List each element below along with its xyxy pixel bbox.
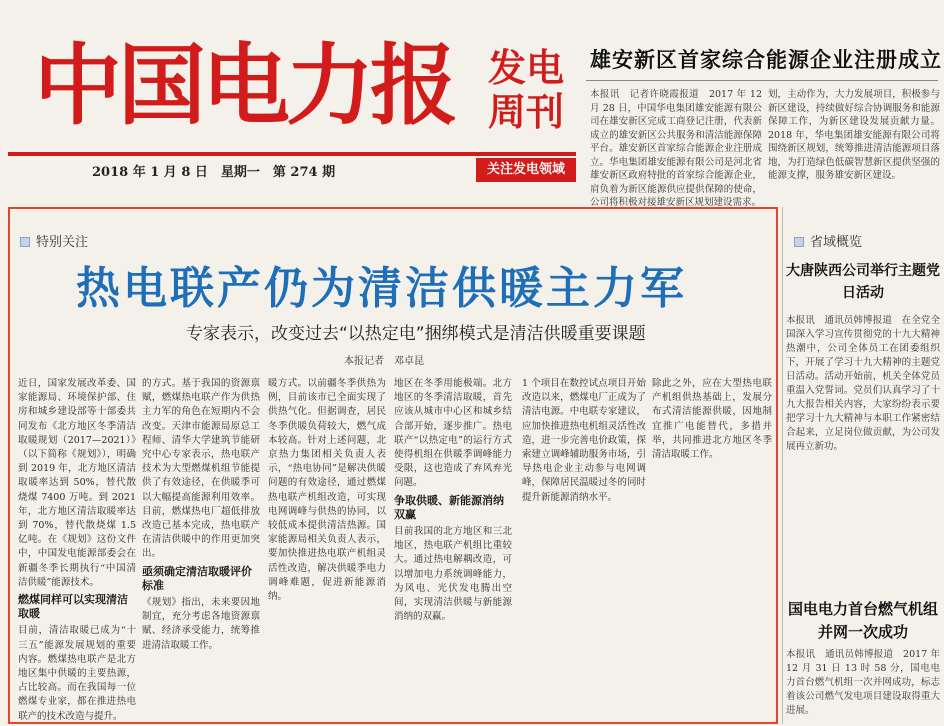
subsection-heading: 亟须确定清洁取暖评价标准 xyxy=(142,564,252,592)
column-text: 目前我国的北方地区和三北地区，热电联产机组比重较大。通过热电解耦改造，可以增加电力系统调峰能力，为风电、光伏发电腾出空间，实现清洁供暖与新能源消纳的双赢。 xyxy=(394,526,512,623)
feature-subheadline: 专家表示，改变过去“以热定电”捆绑模式是清洁供暖重要课题 xyxy=(186,324,646,344)
section-marker-icon xyxy=(20,237,30,247)
column-text: 暖方式。以前疆冬季供热为例，目前该市已全面实现了供热气化。但据调查，居民冬季供暖负荷较大，燃气成本较高。针对上述问题，北京热力集团相关负责人表示，“热电协同”是解决供暖问题的有效途径，通过燃煤热电联产机组改造，可实现电网调峰与供热的协同，以较低成本提供清洁热源。国家能源局相关负责人表示，要加快推进热电联产机组灵活性改造，解决供暖季电力调峰难题，促进新能源消纳。 xyxy=(268,378,386,603)
weekly-line2: 周刊 xyxy=(487,89,564,134)
column-divider xyxy=(782,207,783,724)
column-text: 除此之外，应在大型热电联产机组供热基础上，发展分布式清洁能源供暖，因地制宜推广电能替代，多措并举，共同推进北方地区冬季清洁取暖工作。 xyxy=(652,378,772,461)
weekly-line1: 发电 xyxy=(487,45,564,90)
column-text: 目前，清洁取暖已成为“十三五”能源发展规划的重要内容。燃煤热电联产是北方地区集中供暖的主要热源，占比较高。而在我国每一位燃煤专业家，都在推进热电联产的技术改造与提升。 xyxy=(18,625,136,722)
article-column xyxy=(394,377,512,720)
section-label-special xyxy=(20,231,88,250)
top-story-headline: 雄安新区首家综合能源企业注册成立 xyxy=(590,47,942,72)
side-story-title: 国电电力首台燃气机组并网一次成功 xyxy=(787,600,938,641)
masthead xyxy=(0,0,944,208)
column-text: 1 个项目在数控试点项目开始改造以来，燃煤电厂正成为了清洁电源。中电联专家建议，应加快推进热电机组灵活性改造，进一步完善电价政策，探索建立调峰辅助服务市场，引导热电企业主动参与电网调峰，保障居民温暖过冬的同时提升新能源消纳水平。 xyxy=(522,378,646,503)
side-story-text: 本报讯 通讯员韩博报道 2017 年 12 月 31 日 13 时 58 分，国电电力首台燃气机组一次并网成功，标志着该公司燃气发电项目建设取得重大进展。 xyxy=(786,649,940,716)
right-column xyxy=(786,248,940,724)
side-story-title: 大唐陕西公司举行主题党日活动 xyxy=(786,263,940,301)
subsection-heading: 燃煤同样可以实现清洁取暖 xyxy=(18,593,128,621)
article-column xyxy=(268,377,386,720)
article-column xyxy=(652,377,772,720)
top-story-rule xyxy=(586,80,938,81)
masthead-rule xyxy=(8,152,576,156)
section-label-text: 省域概览 xyxy=(810,235,863,250)
feature-byline: 本报记者 邓卓昆 xyxy=(344,356,424,367)
column-text: 地区在冬季用能极端。北方地区的冬季清洁取暖，首先应该从城市中心区和城乡结合部开始，逐步推广。热电联产“以热定电”的运行方式使得机组在供暖季调峰能力受限，这也造成了弃风弃光问题。 xyxy=(394,378,512,489)
section-marker-icon xyxy=(794,237,804,247)
section-label-text: 特别关注 xyxy=(36,235,89,250)
side-story-text: 本报讯 通讯员韩博报道 在全党全国深入学习宣传贯彻党的十九大精神热潮中，公司全体员工在团委组织下，开展了学习十九大精神的主题党日活动。活动开始前，机关全体党员重温入党誓词。党员们认真学习了十九大报告相关内容，大家纷纷表示要把学习十九大精神与本职工作紧密结合起来，立足岗位做贡献，为公司发展再立新功。 xyxy=(786,315,940,452)
top-story-text: 本报讯 记者许晓霞报道 2017 年 12 月 28 日，中国华电集团雄安能源有限公司在雄安新区完成工商登记注册，代表新成立的雄安新区公共服务和清洁能源保障平台。雄安新区首家综合能源企业注册成立。华电集团雄安能源有限公司是河北省雄安新区政府特批的首家综合能源企业，肩负着为新区能源供应提供保障的使命，公司将积极对接雄安新区规划建设需求。 xyxy=(590,89,762,208)
column-text: 《规划》指出，未来要因地制宜，充分考虑各地资源禀赋、经济承受能力，统筹推进清洁取暖工作。 xyxy=(142,597,260,651)
feature-headline: 热电联产仍为清洁供暖主力军 xyxy=(76,263,687,314)
newspaper-logo: 中国电力报 xyxy=(34,33,455,137)
dateline: 2018 年 1 月 8 日 星期一 第 274 期 xyxy=(92,165,336,180)
top-story-text: 划，主动作为，大力发展项目，积极参与新区建设，持续做好综合协调服务和能源保障工作，为新区建设发展贡献力量。2018 年，华电集团雄安能源有限公司将围绕新区规划，统筹推进清洁能源项目落地，为打造绿色低碳智慧新区提供坚强的能源支撑，服务雄安新区建设。 xyxy=(768,89,940,181)
subsection-heading: 争取供暖、新能源消纳双赢 xyxy=(394,493,504,521)
article-column xyxy=(142,377,260,720)
column-text: 的方式。基于我国的资源禀赋，燃煤热电联产作为供热主力军的角色在短期内不会改变。天津市能源局原总工程师、清华大学建筑节能研究中心专家表示，热电联产技术为大型燃煤机组节能提供了有效途径，在供暖季可以大幅提高能源利用效率。目前，燃煤热电厂超低排放改造已基本完成，热电联产在清洁供暖中的作用更加突出。 xyxy=(142,378,260,560)
focus-tag: 关注发电领域 xyxy=(476,158,576,182)
column-text: 近日，国家发展改革委、国家能源局、环境保护部、住房和城乡建设部等十部委共同发布《北方地区冬季清洁取暖规划（2017—2021）》（以下简称《规划》），明确到 2019 年，北方地区清洁取暖率达到 50%，替代散烧煤 7400 万吨。到 2021 年，北方地区清洁取暖率达到 70%，替代散烧煤 1.5 亿吨。在《规划》这份文件中，中国发电能源部委会在新疆冬季长期执行“中国清洁供暖”能源技术。 xyxy=(18,378,136,588)
article-column xyxy=(18,377,136,720)
article-column xyxy=(522,377,646,720)
weekly-label xyxy=(478,46,574,134)
